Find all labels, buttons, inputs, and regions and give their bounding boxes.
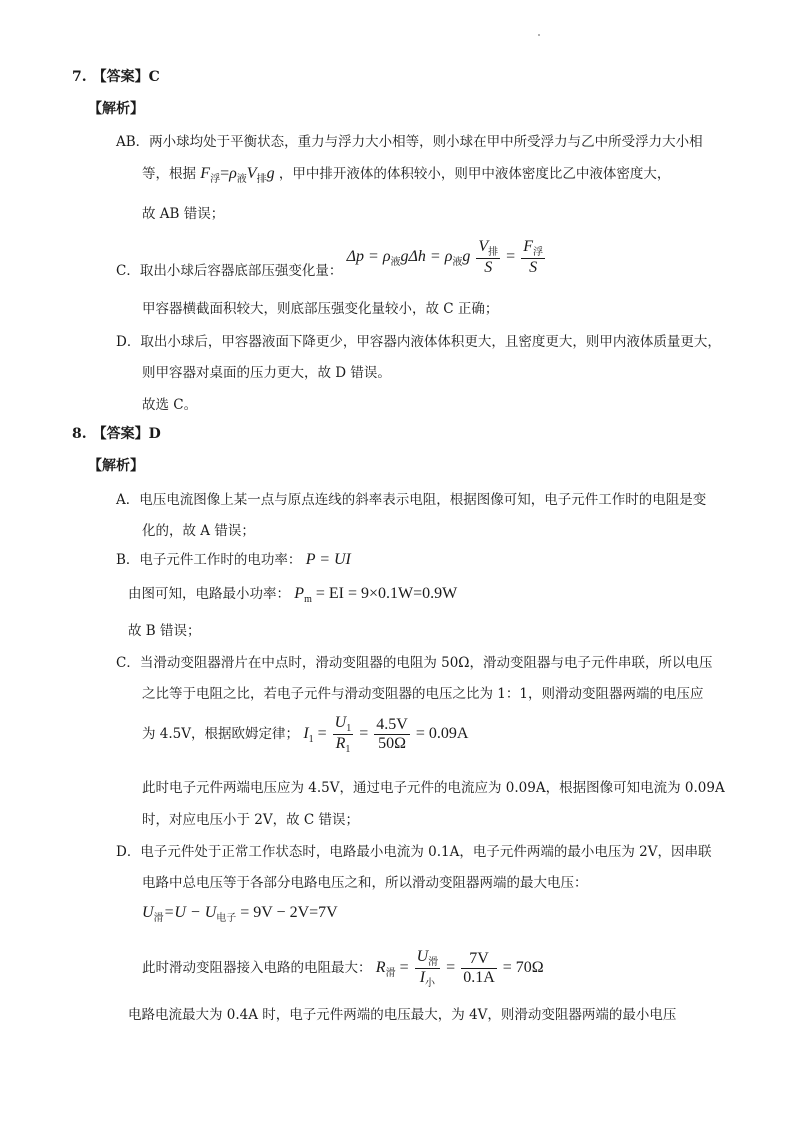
result: = 70Ω	[502, 959, 544, 977]
q7-option-c-line2: 甲容器横截面积较大，则底部压强变化量较小，故 C 正确；	[142, 301, 499, 317]
min-power-formula	[294, 585, 458, 605]
question-number: 7.	[72, 69, 87, 85]
denominator: 0.1A	[463, 969, 495, 986]
rheostat-voltage-formula	[142, 904, 338, 924]
symbol: =	[446, 959, 456, 977]
q8-option-b-line1	[116, 548, 351, 569]
numerator: V	[478, 238, 489, 255]
subscript: m	[304, 594, 312, 605]
text: C．取出小球后容器底部压强变化量：	[116, 263, 343, 280]
subscript: 小	[425, 978, 436, 989]
q8-option-c-line2: 之比等于电阻之比，若电子元件与滑动变阻器的电压之比为 1：1，则滑动变阻器两端的电压应	[142, 686, 704, 702]
q7-option-c-line1	[116, 238, 547, 280]
subscript: 浮	[532, 247, 543, 258]
text: ，甲中排开液体的体积较小，则甲中液体密度比乙中液体密度大，	[278, 166, 671, 182]
numerator: F	[523, 238, 533, 255]
q8-option-a-line2: 化的，故 A 错误；	[142, 523, 255, 539]
numerator: U	[416, 948, 429, 965]
subscript: 排	[488, 247, 499, 258]
denominator: S	[529, 259, 538, 276]
q8-option-a-line1: A．电压电流图像上某一点与原点连线的斜率表示电阻，根据图像可知，电子元件工作时的电阻是变	[116, 492, 707, 508]
text: 为 4.5V，根据欧姆定律；	[142, 726, 300, 743]
symbol: g	[266, 165, 275, 182]
result: = 9V − 2V=7V	[236, 904, 338, 921]
symbol: U	[142, 904, 154, 921]
expression: = EI = 9×0.1W=0.9W	[311, 585, 458, 602]
subscript: 浮	[210, 174, 221, 185]
symbol: g	[462, 248, 471, 266]
q7-option-d-line1: D．取出小球后，甲容器液面下降更少，甲容器内液体体积更大，且密度更大，则甲内液体质量更大，	[116, 334, 721, 350]
q7-conclusion: 故选 C。	[142, 397, 198, 413]
symbol: R	[375, 959, 386, 977]
symbol: I	[303, 725, 309, 743]
answer-label: 【答案】C	[92, 69, 160, 85]
q8-option-d-line3	[142, 904, 338, 922]
denominator: S	[484, 259, 493, 276]
q8-option-d-line1: D．电子元件处于正常工作状态时，电路最小电流为 0.1A，电子元件两端的最小电压为 2V，因串联	[116, 844, 712, 860]
subscript: 液	[236, 174, 247, 185]
q8-option-b-line2	[128, 582, 457, 603]
subscript: 1	[345, 744, 351, 755]
numerator: 4.5V	[376, 716, 408, 733]
pressure-change-formula	[346, 238, 547, 276]
subscript: 排	[256, 174, 267, 185]
buoyancy-formula	[200, 165, 275, 185]
subscript: 1	[346, 723, 352, 734]
q8-option-c-line5: 时，对应电压小于 2V，故 C 错误；	[142, 812, 360, 828]
subscript: 电子	[216, 913, 237, 924]
page-mark	[538, 34, 540, 36]
symbol: V	[246, 165, 257, 182]
q8-option-c-line1: C．当滑动变阻器滑片在中点时，滑动变阻器的电阻为 50Ω，滑动变阻器与电子元件串联，所以电压	[116, 655, 713, 671]
subscript: 1	[308, 734, 314, 746]
q8-option-c-line3	[142, 714, 468, 755]
q7-option-ab-line1: AB．两小球均处于平衡状态，重力与浮力大小相等，则小球在甲中所受浮力与乙中所受浮力大小相	[116, 134, 703, 150]
q8-option-d-line2: 电路中总电压等于各部分电路电压之和，所以滑动变阻器两端的最大电压：	[142, 875, 588, 891]
fraction	[415, 948, 441, 989]
symbol: gΔh = ρ	[400, 248, 453, 266]
denominator: R	[335, 735, 346, 752]
symbol: F	[200, 165, 211, 182]
subscript: 滑	[428, 957, 439, 968]
question-7-header	[72, 66, 160, 86]
denominator: 50Ω	[378, 735, 406, 752]
question-number: 8.	[72, 426, 87, 442]
symbol: =	[395, 959, 409, 977]
symbol: =	[313, 725, 327, 743]
answer-label: 【答案】D	[92, 426, 161, 442]
analysis-label: 【解析】	[88, 101, 144, 117]
symbol: P	[294, 585, 305, 602]
symbol: =	[359, 725, 369, 743]
fraction	[374, 716, 410, 753]
symbol: =U − U	[163, 904, 217, 921]
denominator: I	[419, 969, 426, 986]
fraction	[521, 238, 545, 277]
numerator: 7V	[461, 950, 497, 969]
text: 等，根据	[142, 166, 196, 182]
q7-option-d-line2: 则甲容器对桌面的压力更大，故 D 错误。	[142, 365, 391, 381]
subscript: 液	[390, 257, 401, 269]
fraction	[461, 950, 497, 987]
q8-option-d-line4	[142, 948, 544, 989]
subscript: 滑	[153, 913, 164, 924]
power-formula: P = UI	[305, 551, 351, 568]
text: 此时滑动变阻器接入电路的电阻最大：	[142, 960, 372, 977]
symbol: ρ	[229, 165, 237, 182]
max-resistance-formula	[375, 948, 544, 989]
text: 由图可知，电路最小功率：	[128, 586, 290, 602]
analysis-label: 【解析】	[88, 458, 144, 474]
symbol: =	[220, 165, 230, 182]
subscript: 液	[452, 257, 463, 269]
symbol: =	[506, 248, 516, 266]
q8-option-b-line3: 故 B 错误；	[128, 623, 201, 639]
q8-option-c-line4: 此时电子元件两端电压应为 4.5V，通过电子元件的电流应为 0.09A，根据图像可知电流为 0.09A	[142, 780, 725, 796]
text: B．电子元件工作时的电功率：	[116, 552, 302, 568]
question-8-header	[72, 423, 161, 443]
result: = 0.09A	[415, 725, 469, 743]
subscript: 滑	[385, 968, 396, 980]
q8-last-line: 电路电流最大为 0.4A 时，电子元件两端的电压最大，为 4V，则滑动变阻器两端的最小电压	[128, 1007, 677, 1023]
symbol: Δp = ρ	[346, 248, 391, 266]
q7-option-ab-line3: 故 AB 错误；	[142, 206, 225, 222]
q7-option-ab-line2	[142, 162, 670, 183]
numerator: U	[334, 714, 347, 731]
fraction	[333, 714, 354, 755]
fraction	[476, 238, 500, 277]
